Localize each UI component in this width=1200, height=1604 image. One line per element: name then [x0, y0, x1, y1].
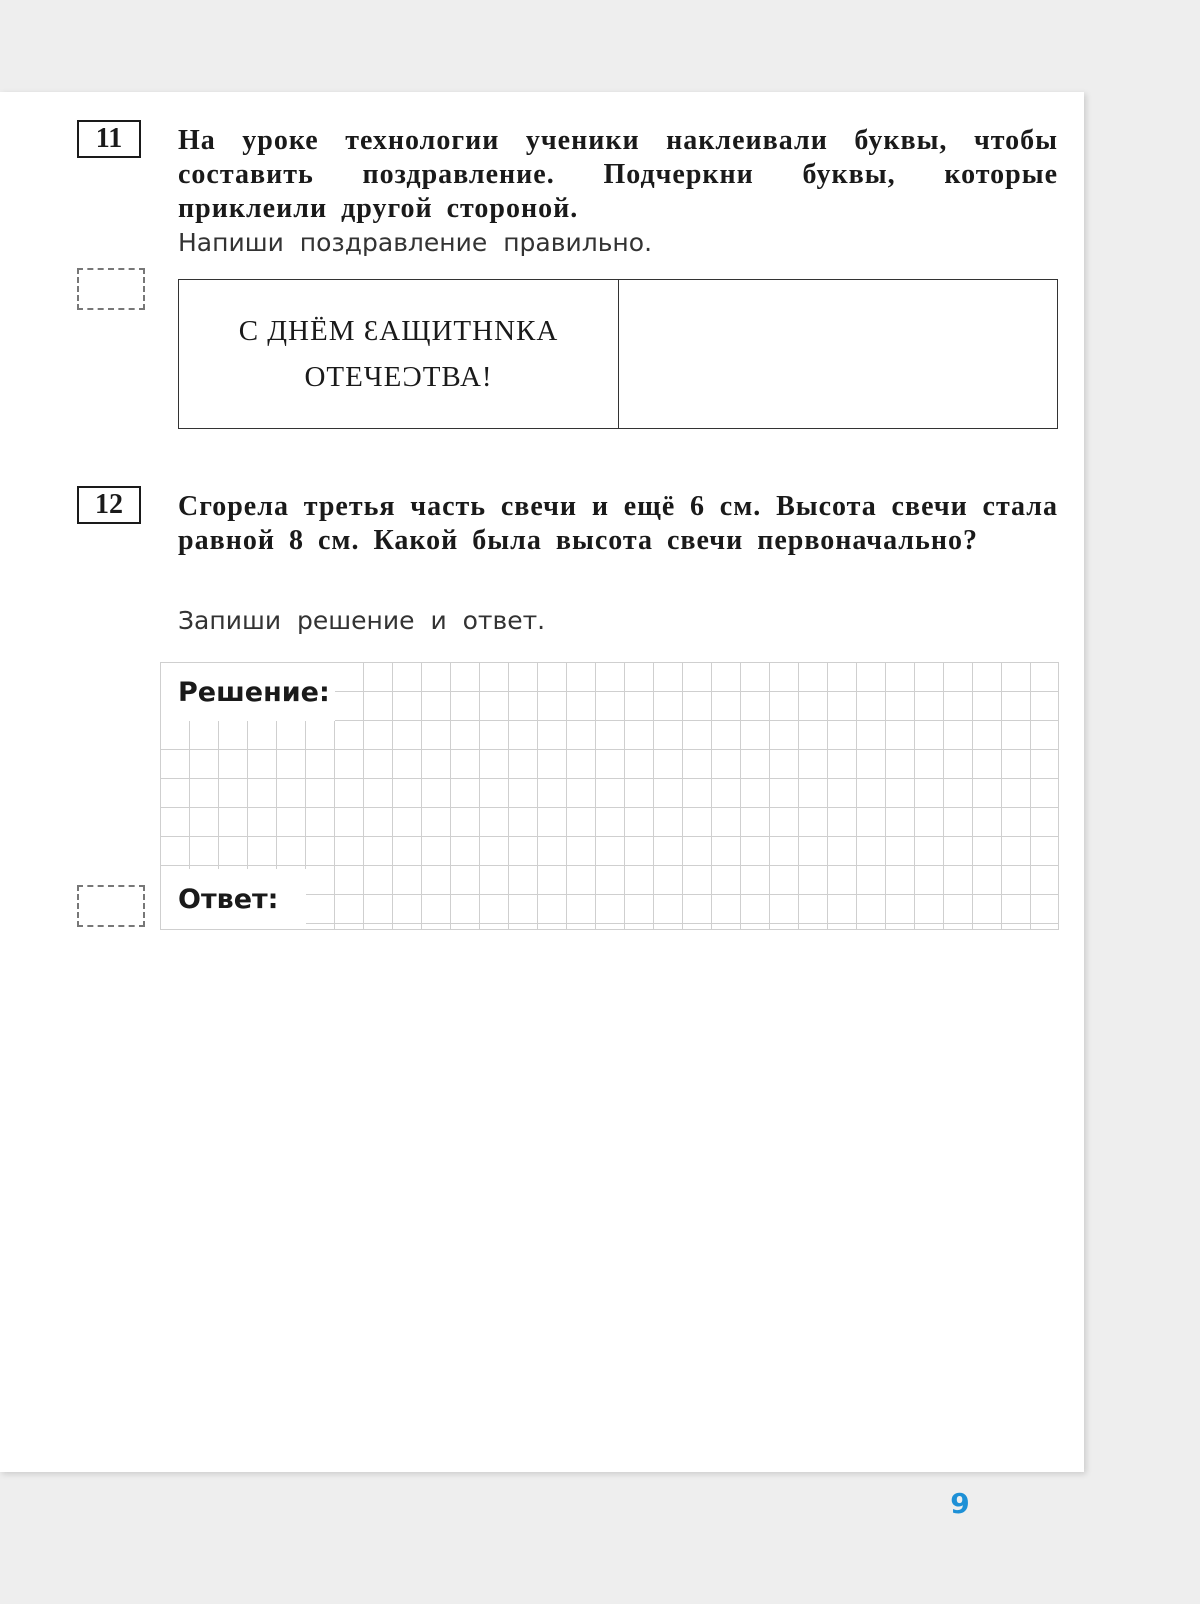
task-11-number: 11: [77, 120, 141, 158]
solution-label: Решение:: [161, 663, 335, 721]
solution-grid[interactable]: [160, 662, 1059, 930]
task-11-instruction: Напиши поздравление правильно.: [178, 228, 653, 257]
task-12-score-box: [77, 885, 145, 927]
greeting-cell: [179, 280, 619, 428]
greeting-line-1: С ДНЁМ ƐАЩИТНNКА: [238, 315, 559, 347]
answer-write-cell[interactable]: [619, 280, 1057, 428]
greeting-line-2: ОТЕЧЕƆТВА!: [304, 361, 493, 393]
task-11-question: На уроке технологии ученики наклеивали буквы, чтобы составить поздравление. Подчеркни буквы, которые приклеили другой стороной.: [178, 125, 1058, 224]
task-11-score-box: [77, 268, 145, 310]
task-12-instruction: Запиши решение и ответ.: [178, 606, 546, 635]
task-11-table: [178, 279, 1058, 429]
task-12-question: Сгорела третья часть свечи и ещё 6 см. Высота свечи стала равной 8 см. Какой была высота свечи первоначально?: [178, 491, 1058, 556]
page-number: 9: [950, 1487, 970, 1520]
task-12-number: 12: [77, 486, 141, 524]
answer-label: Ответ:: [161, 869, 306, 929]
